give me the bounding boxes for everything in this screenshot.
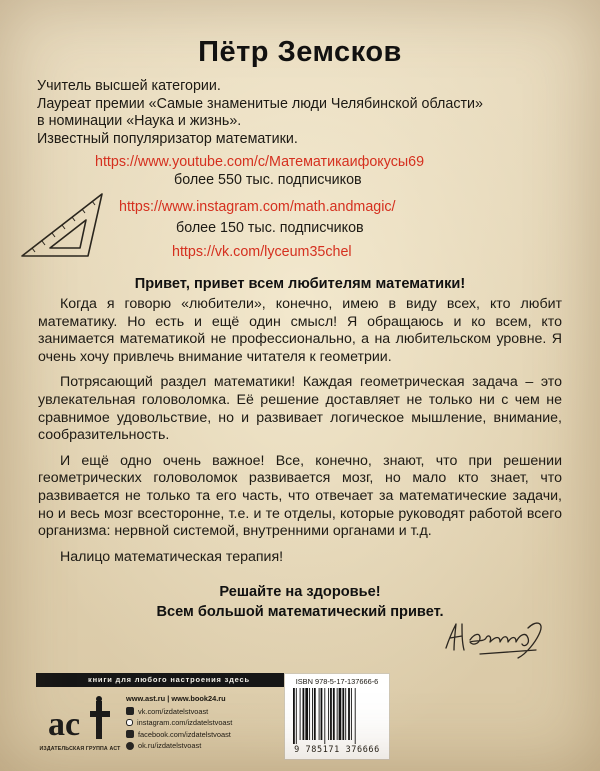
barcode-bar [305,688,308,740]
vk-icon [126,707,134,715]
contact-row[interactable] [126,706,232,718]
odnoklassniki-icon [126,742,134,750]
barcode-bar [330,688,332,740]
barcode-bar [312,688,313,740]
paragraph: И ещё одно очень важное! Все, конечно, знают, что при решении геометрических головоломок развивается мозг, но мало кто знает, что развивается не только та его часть, что отвечает за математические задачи, но и весь мозг всесторонне, т.е. и те отделы, которые руководят работой всего организма: нервной системой, внутренними органами и т.д. [38,452,562,540]
barcode-bar [303,688,305,740]
barcode-bar [348,688,350,740]
contact-text: facebook.com/izdatelstvoast [138,729,231,739]
paragraph: Потрясающий раздел математики! Каждая геометрическая задача – это увлекательная головоломка. Её решение доставляет не только ни с чем не сравнимое удовольствие, но и развивает логическое мышление, внимание, сообразительность. [38,374,562,444]
bio-line: Учитель высшей категории. [37,78,221,94]
barcode-bar [342,688,344,740]
barcode-bar [300,688,301,740]
bio-line: Известный популяризатор математики. [37,130,298,147]
contact-text: ok.ru/izdatelstvoast [138,741,202,750]
barcode-bar [324,688,325,744]
vk-link[interactable]: https://vk.com/lyceum35chel [172,244,352,260]
instagram-link[interactable]: https://www.instagram.com/math.andmagic/ [119,199,396,215]
contact-text: instagram.com/izdatelstvoast [137,718,233,727]
instagram-icon [126,719,133,726]
svg-text:ас: ас [48,706,81,743]
contact-row[interactable] [126,729,232,741]
main-text [38,296,562,574]
closing-line: Решайте на здоровье! [219,584,381,600]
author-bio [37,78,557,148]
barcode-bar [309,688,310,740]
barcode-icon [292,688,382,744]
isbn-number: ISBN 978-5-17-137666-6 [295,677,379,686]
ast-logo-icon [44,695,116,743]
bio-line: Лауреат премии «Самые знаменитые люди Челябинской области» [37,95,483,112]
barcode-bar [293,688,295,744]
paragraph: Когда я говорю «любители», конечно, имею в виду всех, кто любит математику. Но есть и ещё один смысл! Я обращаюсь и ко всем, кто занимается математикой не профессионально, а на любительском уровне. Я очень хочу привлечь внимание читателя к геометрии. [38,296,562,365]
contact-row[interactable] [126,740,232,752]
isbn-block [284,673,390,760]
barcode-bar [345,688,346,740]
contact-row[interactable] [126,717,232,729]
barcode-bar [296,688,297,744]
facebook-icon [126,730,134,738]
greeting-heading: Привет, привет всем любителям математики! [134,276,466,292]
closing-line: Всем большой математический привет. [156,604,444,620]
barcode-bar [351,688,352,740]
youtube-link[interactable]: https://www.youtube.com/c/Математикаифокусы69 [95,154,425,170]
publisher-tagline: книги для любого настроения здесь [36,673,302,687]
publisher-footer [30,673,570,761]
barcode-bar [333,688,335,740]
publisher-caption: ИЗДАТЕЛЬСКАЯ ГРУППА АСТ [39,746,121,752]
barcode-bar [328,688,329,740]
paragraph: Налицо математическая терапия! [60,548,284,565]
barcode-digits: 9 785171 376666 [294,745,380,755]
barcode-bar [339,688,342,740]
barcode-bar [355,688,356,744]
youtube-subscribers: более 550 тыс. подписчиков [174,172,362,188]
author-signature [440,610,550,662]
bio-line: в номинации «Наука и жизнь». [37,113,242,129]
barcode-bar [337,688,338,740]
set-square-icon [18,186,110,264]
author-name: Пётр Земсков [198,36,402,68]
contact-text: vk.com/izdatelstvoast [138,706,209,716]
publisher-websites[interactable]: www.ast.ru | www.book24.ru [126,694,226,703]
barcode-bar [321,688,323,740]
publisher-contacts [126,693,232,752]
barcode-bar [319,688,320,740]
barcode-bar [314,688,316,740]
instagram-subscribers: более 150 тыс. подписчиков [176,220,364,236]
